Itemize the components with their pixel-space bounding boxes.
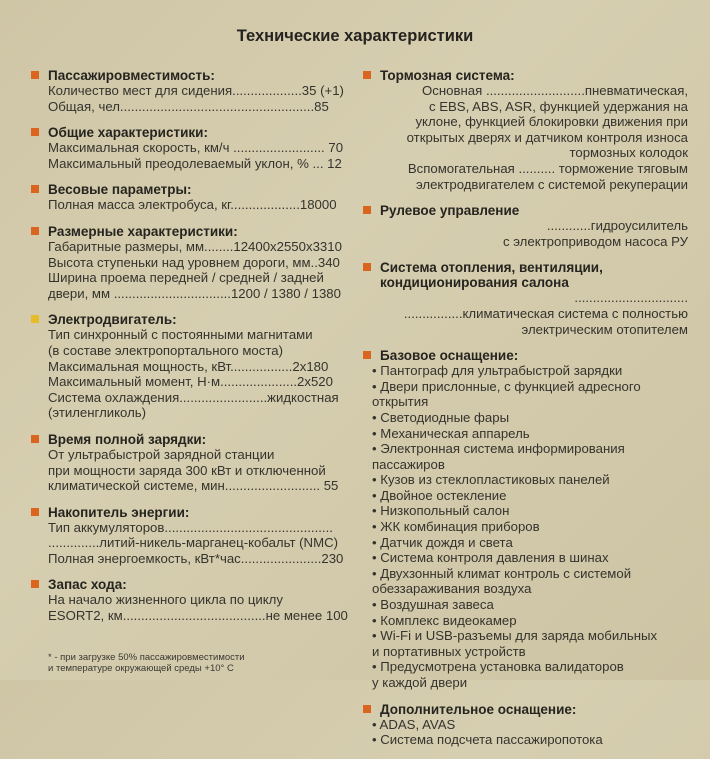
section-text: От ультрабыстрой зарядной станции при мощности заряда 300 кВт и отключенной климатической системе, мин.......................... 55 bbox=[48, 446, 339, 494]
section-dimensions bbox=[30, 224, 360, 301]
square-bullet-icon bbox=[31, 227, 39, 235]
list-item: • Светодиодные фары bbox=[372, 409, 510, 425]
square-bullet-icon bbox=[31, 185, 39, 193]
square-bullet-icon bbox=[363, 705, 371, 713]
square-bullet-icon bbox=[31, 580, 39, 588]
section-motor bbox=[30, 312, 360, 421]
list-item: • Система подсчета пассажиропотока bbox=[372, 732, 603, 748]
section-climate bbox=[362, 260, 688, 337]
list-item: • Механическая аппарель bbox=[372, 425, 530, 441]
section-text: Тип аккумуляторов.............................................. ..............литий-никель-марганец-кобальт (NMC) Полная энергоемкость, кВт*час......................230 bbox=[48, 519, 344, 566]
list-item: • Двери прислонные, с функцией адресного открытия bbox=[372, 378, 641, 410]
list-item: • Датчик дождя и света bbox=[372, 534, 513, 550]
list-item: • ADAS, AVAS bbox=[372, 716, 456, 732]
section-text: ............гидроусилитель с электроприводом насоса РУ bbox=[502, 218, 688, 249]
section-brakes bbox=[362, 68, 688, 192]
list-item: • Wi-Fi и USB-разъемы для заряда мобильных и портативных устройств bbox=[372, 628, 658, 659]
section-heading: Накопитель энергии: bbox=[48, 504, 190, 520]
list-item: • Электронная система информирования пассажиров bbox=[372, 441, 625, 472]
section-text: Максимальная скорость, км/ч ......................... 70 Максимальный преодолеваемый уклон, % ... 12 bbox=[48, 140, 344, 171]
section-steering bbox=[362, 203, 688, 249]
section-text: Полная масса электробуса, кг...................18000 bbox=[48, 197, 337, 213]
section-range bbox=[30, 577, 360, 623]
list-item: • Система контроля давления в шинах bbox=[372, 550, 609, 566]
section-text: Основная ...........................пневматическая, с EBS, ABS, ASR, функцией удержания на уклоне, функцией блокировки движения при открытых дверях и датчиком контроля износа тормозных колодок Вспомогательная .......... торможение тяговым электродвигателем с системой рекуперации bbox=[406, 83, 688, 192]
section-heading: Рулевое управление bbox=[380, 203, 520, 219]
section-text: Тип синхронный с постоянными магнитами (в составе электропортального моста) Максимальная мощность, кВт.................2x180 Максимальный момент, Н·м.....................2x520 Система охлаждения........................жидкостная (этиленгликоль) bbox=[48, 327, 339, 421]
section-text: Количество мест для сидения...................35 (+1) Общая, чел.....................................................85 bbox=[48, 83, 344, 114]
section-heading: Общие характеристики: bbox=[48, 125, 208, 141]
section-heading: Запас хода: bbox=[48, 577, 127, 593]
section-general bbox=[30, 125, 360, 171]
section-extra-equipment bbox=[362, 702, 688, 748]
section-heading: Электродвигатель: bbox=[48, 312, 177, 328]
list-item: • Пантограф для ультрабыстрой зарядки bbox=[372, 363, 623, 379]
list-item: • ЖК комбинация приборов bbox=[372, 519, 540, 535]
section-heading: Весовые параметры: bbox=[48, 182, 192, 198]
footnote: * - при загрузке 50% пассажировместимости и температуре окружающей среды +10° С bbox=[48, 652, 245, 674]
section-text: Габаритные размеры, мм........12400x2550x3310 Высота ступеньки над уровнем дороги, мм..340 Ширина проема передней / средней / задней двери, мм ................................1200 / 1380 / 1380 bbox=[48, 238, 342, 301]
square-bullet-icon bbox=[31, 508, 39, 516]
square-bullet-icon bbox=[31, 315, 39, 323]
square-bullet-icon bbox=[363, 351, 371, 359]
section-heading: Пассажировместимость: bbox=[48, 68, 215, 83]
right-column bbox=[362, 68, 688, 759]
square-bullet-icon bbox=[363, 71, 371, 79]
left-column bbox=[30, 68, 360, 635]
list-item: • Двойное остекление bbox=[372, 487, 507, 503]
square-bullet-icon bbox=[363, 206, 371, 214]
page-title: Технические характеристики bbox=[236, 27, 474, 45]
square-bullet-icon bbox=[31, 435, 39, 443]
section-base-equipment bbox=[362, 348, 688, 690]
section-text: ............................... ................климатическая система с полностью электрическим отопителем bbox=[403, 290, 688, 337]
list-item: • Кузов из стеклопластиковых панелей bbox=[372, 472, 610, 488]
list-item: • Воздушная завеса bbox=[372, 597, 494, 613]
list-item: • Низкопольный салон bbox=[372, 503, 510, 519]
extra-equipment-list bbox=[362, 717, 688, 748]
section-heading: Время полной зарядки: bbox=[48, 431, 207, 447]
section-heading: Размерные характеристики: bbox=[48, 223, 238, 239]
section-text: На начало жизненного цикла по циклу ESORT2, км.......................................не менее 100 bbox=[48, 592, 348, 624]
section-capacity bbox=[30, 68, 360, 114]
section-charging bbox=[30, 432, 360, 494]
list-item: • Двухзонный климат контроль с системой обеззараживания воздуха bbox=[372, 565, 632, 597]
section-heading: Базовое оснащение: bbox=[380, 348, 519, 364]
section-heading: Дополнительное оснащение: bbox=[380, 701, 577, 717]
square-bullet-icon bbox=[31, 71, 39, 79]
section-battery bbox=[30, 505, 360, 567]
square-bullet-icon bbox=[31, 128, 39, 136]
section-heading: Система отопления, вентиляции, кондиционирования салона bbox=[380, 260, 603, 291]
list-item: • Комплекс видеокамер bbox=[372, 612, 517, 628]
section-weight bbox=[30, 182, 360, 213]
section-heading: Тормозная система: bbox=[380, 68, 515, 83]
square-bullet-icon bbox=[363, 263, 371, 271]
base-equipment-list bbox=[362, 363, 688, 690]
list-item: • Предусмотрена установка валидаторов у каждой двери bbox=[372, 659, 624, 690]
